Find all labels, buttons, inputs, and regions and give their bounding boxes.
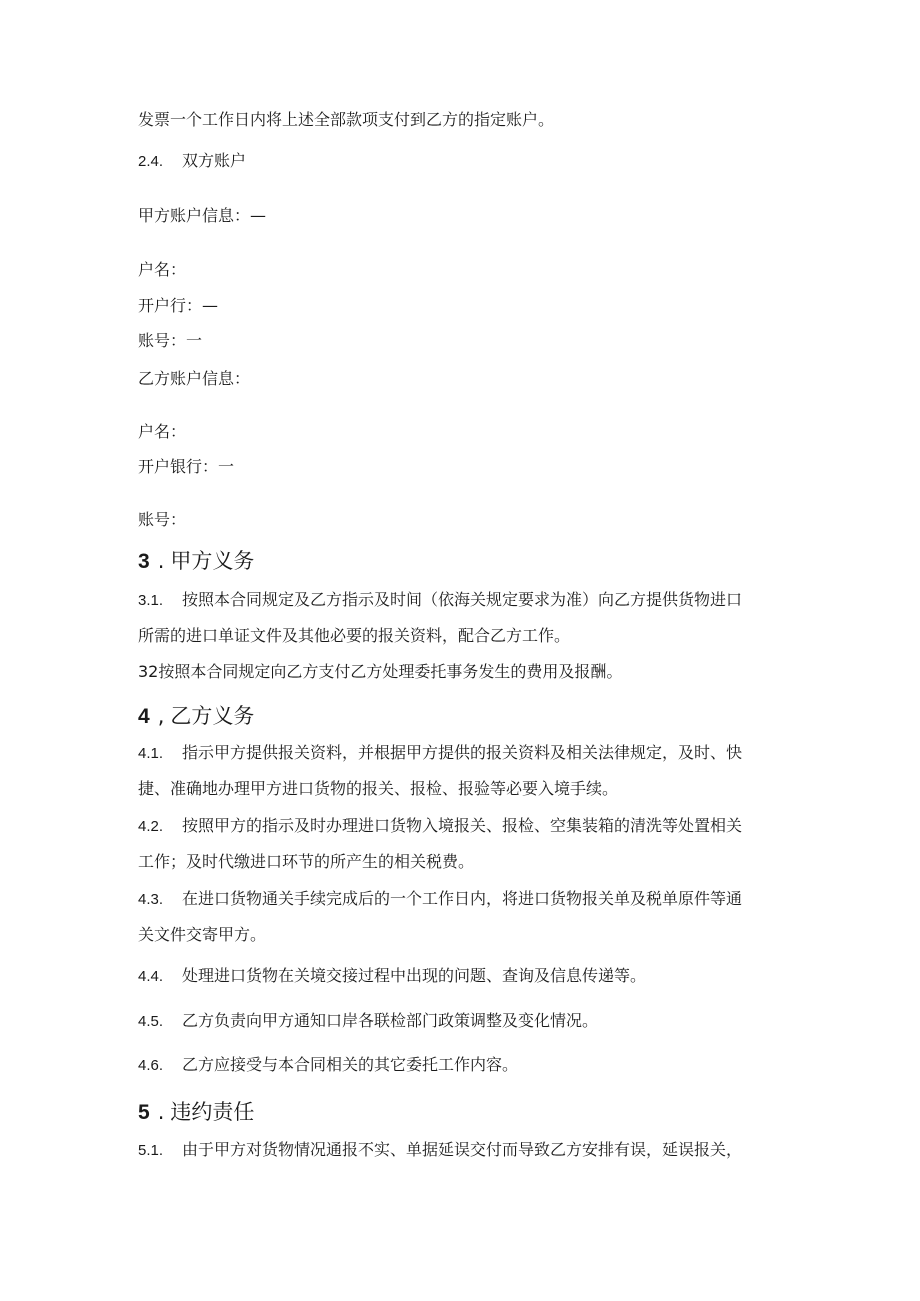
clause-4-3: 4.3. 在进口货物通关手续完成后的一个工作日内，将进口货物报关单及税单原件等通 <box>138 889 743 908</box>
clause-3-1-continued: 所需的进口单证文件及其他必要的报关资料，配合乙方工作。 <box>138 626 571 645</box>
clause-4-3-continued: 关文件交寄甲方。 <box>138 925 267 944</box>
clause-number: 4.4. <box>138 968 164 985</box>
clause-4-1-continued: 捷、准确地办理甲方进口货物的报关、报检、报验等必要入境手续。 <box>138 779 619 798</box>
clause-5-1: 5.1. 由于甲方对货物情况通报不实、单据延误交付而导致乙方安排有误，延误报关， <box>138 1140 743 1159</box>
party-a-account-number: 账号：一 <box>138 331 203 350</box>
clause-number: 2.4. <box>138 153 164 170</box>
clause-number: 4.3. <box>138 891 164 908</box>
clause-4-2-continued: 工作；及时代缴进口环节的所产生的相关税费。 <box>138 852 475 871</box>
section-heading-3: 3 . 甲方义务 <box>138 549 255 573</box>
clause-4-4: 4.4. 处理进口货物在关境交接过程中出现的问题、查询及信息传递等。 <box>138 966 647 985</box>
clause-2-4 <box>138 151 246 172</box>
party-a-bank: 开户行：— <box>138 296 219 315</box>
clause-4-5: 4.5. 乙方负责向甲方通知口岸各联检部门政策调整及变化情况。 <box>138 1011 599 1030</box>
clause-3-1: 3.1. 按照本合同规定及乙方指示及时间（依海关规定要求为准）向乙方提供货物进口 <box>138 590 743 609</box>
clause-number: 5.1. <box>138 1142 164 1159</box>
clause-4-1: 4.1. 指示甲方提供报关资料，并根据甲方提供的报关资料及相关法律规定，及时、快 <box>138 743 743 762</box>
clause-number: 4.6. <box>138 1057 164 1074</box>
party-b-account-info: 乙方账户信息： <box>138 369 251 388</box>
party-b-bank: 开户银行：一 <box>138 457 235 476</box>
clause-4-6: 4.6. 乙方应接受与本合同相关的其它委托工作内容。 <box>138 1055 519 1074</box>
clause-4-2: 4.2. 按照甲方的指示及时办理进口货物入境报关、报检、空集装箱的清洗等处置相关 <box>138 816 743 835</box>
clause-number: 4.5. <box>138 1013 164 1030</box>
party-a-account-info: 甲方账户信息：— <box>138 206 267 225</box>
party-b-account-name: 户名： <box>138 422 187 441</box>
clause-number: 4.2. <box>138 818 164 835</box>
paragraph-payment-continuation: 发票一个工作日内将上述全部款项支付到乙方的指定账户。 <box>138 110 555 129</box>
party-b-account-number: 账号： <box>138 510 187 529</box>
clause-text: 双方账户 <box>182 151 247 170</box>
section-heading-5: 5 . 违约责任 <box>138 1100 255 1124</box>
section-heading-4: 4 , 乙方义务 <box>138 704 255 728</box>
clause-number: 3.1. <box>138 592 164 609</box>
clause-3-2: 32按照本合同规定向乙方支付乙方处理委托事务发生的费用及报酬。 <box>138 662 623 681</box>
party-a-account-name: 户名： <box>138 260 187 279</box>
clause-number: 4.1. <box>138 745 164 762</box>
